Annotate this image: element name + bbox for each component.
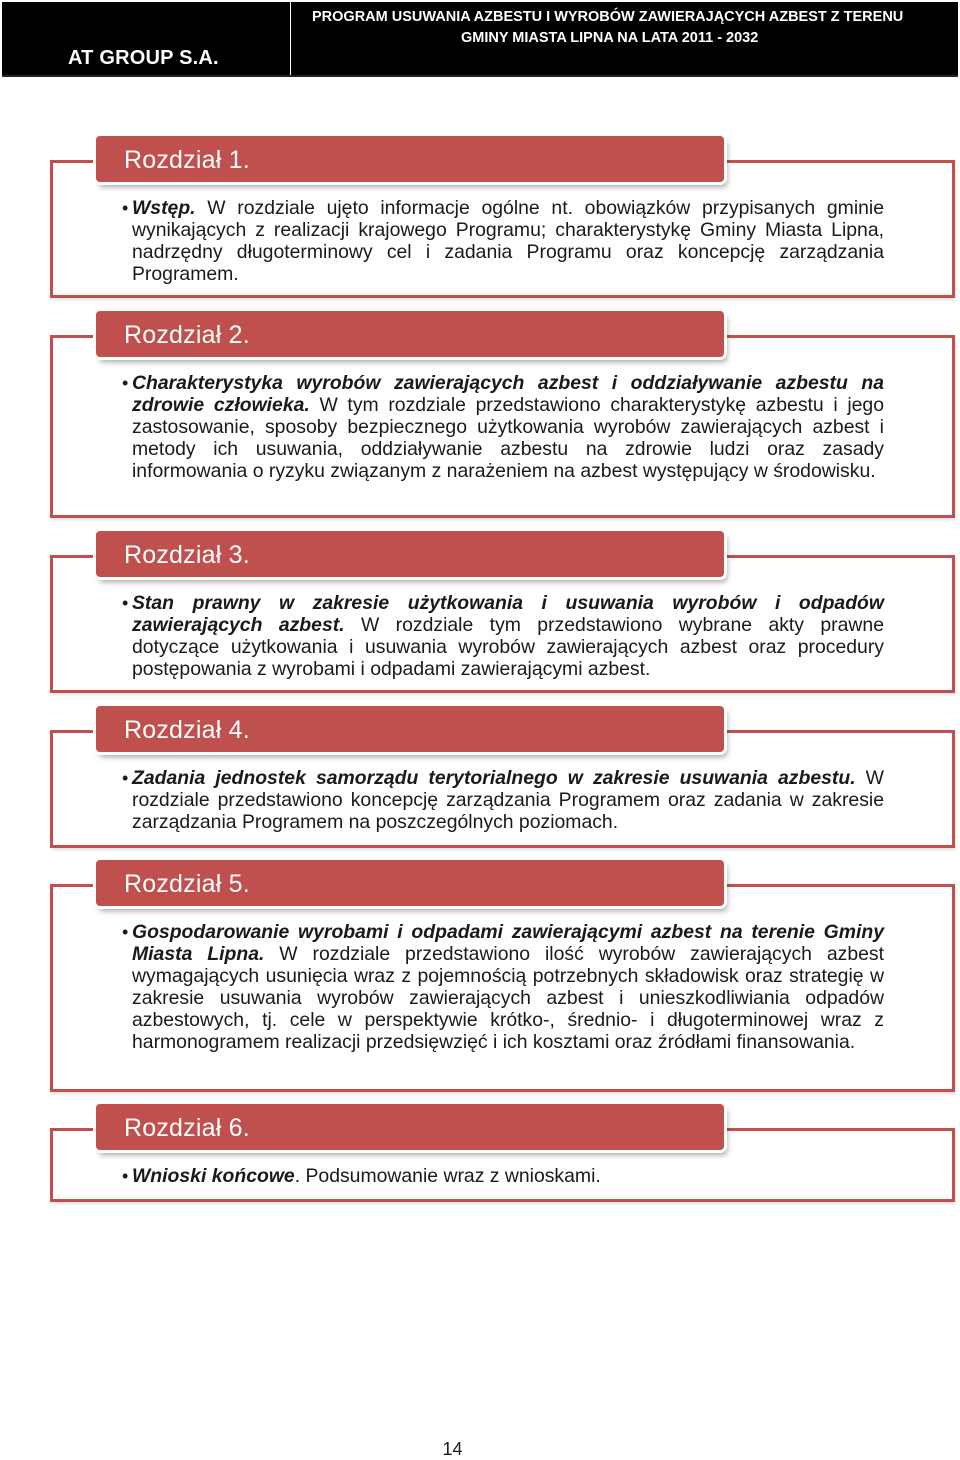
chapter-1: [50, 136, 955, 298]
chapter-text: . Podsumowanie wraz z wnioskami.: [294, 1165, 601, 1187]
chapter-description: [122, 197, 884, 285]
chapter-lead: Stan prawny w zakresie użytkowania i usuwania wyrobów i odpadów zawierających azbest.: [132, 592, 884, 636]
chapter-6: [50, 1104, 955, 1202]
chapter-label: Rozdział 6.: [124, 1114, 250, 1142]
chapter-lead: Wstęp.: [132, 197, 196, 219]
company-name: AT GROUP S.A.: [68, 47, 219, 69]
chapter-text: W rozdziale przedstawiono koncepcję zarządzania Programem oraz zadania w zakresie zarządzania Programem na poszczególnych poziomach.: [132, 767, 884, 833]
chapter-3: [50, 531, 955, 693]
chapter-banner: [96, 311, 724, 357]
chapter-4: [50, 706, 955, 848]
chapter-lead: Gospodarowanie wyrobami i odpadami zawierającymi azbest na terenie Gminy Miasta Lipna.: [132, 921, 884, 965]
chapter-text: W tym rozdziale przedstawiono charakterystykę azbestu i jego zastosowanie, sposoby bezpiecznego użytkowania wyrobów zawierających azbest i metody ich usuwania, oddziaływanie azbestu na zdrowie ludzi oraz zasady informowania o ryzyku związanym z narażeniem na azbest występujący w środowisku.: [132, 394, 884, 482]
chapter-text: W rozdziale tym przedstawiono wybrane akty prawne dotyczące użytkowania i usuwania wyrobów zawierających azbest oraz procedury postępowania z wyrobami i odpadami zawierającymi azbest.: [132, 614, 884, 680]
bullet-icon: •: [122, 198, 129, 218]
chapter-label: Rozdział 2.: [124, 321, 250, 349]
chapter-text: W rozdziale przedstawiono ilość wyrobów zawierających azbest wymagających usunięcia wraz z pojemnością potrzebnych składowisk oraz strategię w zakresie usuwania wyrobów zawierających azbest i unieszkodliwiania odpadów azbestowych, tj. cele w perspektywie krótko-, średnio- i długoterminowej wraz z harmonogramem realizacji przedsięwzięć i ich kosztami oraz źródłami finansowania.: [132, 943, 884, 1053]
chapter-label: Rozdział 1.: [124, 146, 250, 174]
bullet-icon: •: [122, 768, 129, 788]
chapter-banner: [96, 860, 724, 906]
chapter-label: Rozdział 4.: [124, 716, 250, 744]
header-divider: [2, 75, 958, 77]
bullet-icon: •: [122, 373, 129, 393]
chapter-label: Rozdział 3.: [124, 541, 250, 569]
chapter-description: [122, 921, 884, 1053]
chapter-description: [122, 767, 884, 833]
page-number: 14: [442, 1439, 463, 1459]
chapter-description: [122, 1165, 884, 1187]
page-header: [0, 0, 960, 77]
chapter-lead: Wnioski końcowe: [132, 1165, 295, 1187]
chapter-lead: Charakterystyka wyrobów zawierających azbest i oddziaływanie azbestu na zdrowie człowieka.: [132, 372, 884, 416]
document-title-line-2: GMINY MIASTA LIPNA NA LATA 2011 - 2032: [461, 30, 759, 46]
bullet-icon: •: [122, 1166, 129, 1186]
company-box: [2, 2, 290, 75]
chapter-banner: [96, 136, 724, 182]
document-title-box: [291, 2, 958, 75]
chapter-lead: Zadania jednostek samorządu terytorialnego w zakresie usuwania azbestu.: [132, 767, 856, 789]
chapter-5: [50, 860, 955, 1092]
chapter-banner: [96, 706, 724, 752]
chapter-text: W rozdziale ujęto informacje ogólne nt. obowiązków przypisanych gminie wynikających z realizacji krajowego Programu; charakterystykę Gminy Miasta Lipna, nadrzędny długoterminowy cel i zadania Programu oraz koncepcję zarządzania Programem.: [132, 197, 884, 285]
bullet-icon: •: [122, 922, 129, 942]
chapter-description: [122, 372, 884, 482]
chapter-description: [122, 592, 884, 680]
chapter-label: Rozdział 5.: [124, 870, 250, 898]
bullet-icon: •: [122, 593, 129, 613]
chapter-banner: [96, 531, 724, 577]
chapter-banner: [96, 1104, 724, 1150]
document-title-line-1: PROGRAM USUWANIA AZBESTU I WYROBÓW ZAWIERAJĄCYCH AZBEST Z TERENU: [312, 9, 904, 25]
chapter-2: [50, 311, 955, 518]
